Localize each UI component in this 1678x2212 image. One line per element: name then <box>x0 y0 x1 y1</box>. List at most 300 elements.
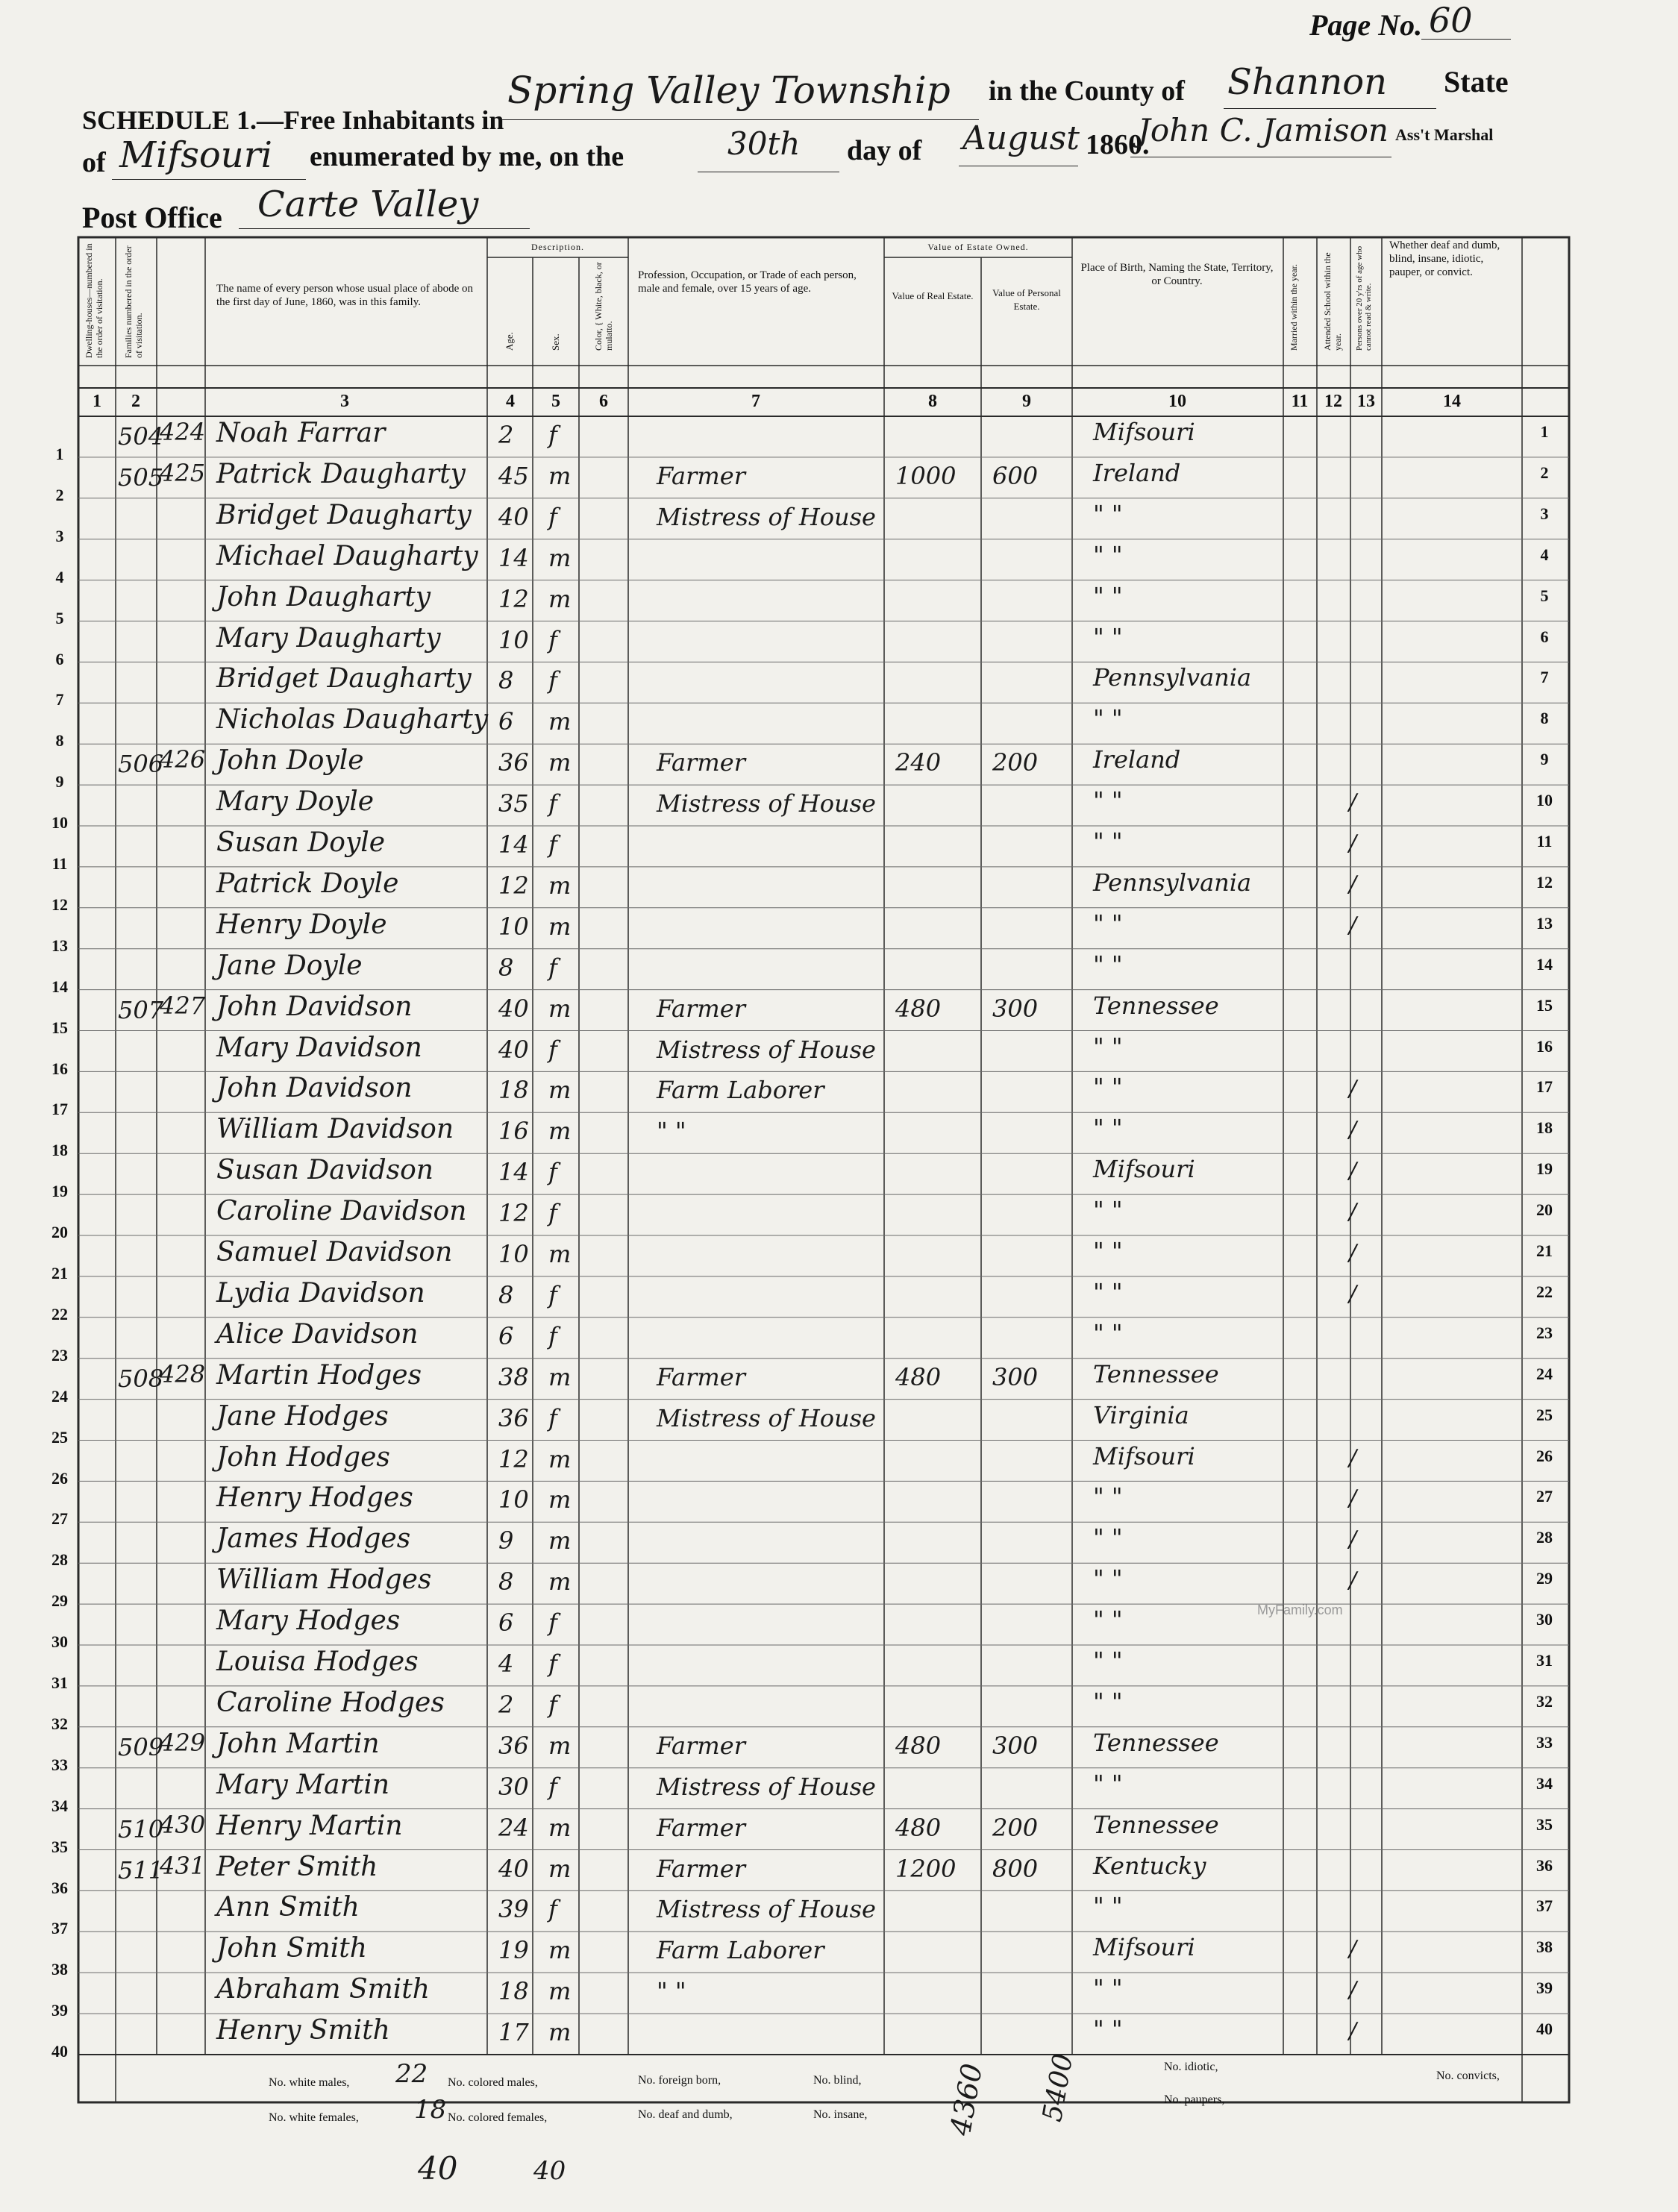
row-number-left: 16 <box>51 1059 68 1078</box>
sex: m <box>548 707 572 736</box>
row-number-right: 11 <box>1536 832 1553 850</box>
marshal-label: Ass't Marshal <box>1395 125 1494 144</box>
col-11-header: Married within the year. <box>1289 264 1299 351</box>
tally-a: 40 <box>418 2150 458 2187</box>
idiotic-label: No. idiotic, <box>1164 2061 1218 2073</box>
occupation: " " <box>657 1977 686 2006</box>
column-number: 1 <box>93 392 101 411</box>
row-number-left: 34 <box>51 1796 68 1815</box>
age: 30 <box>498 1772 529 1801</box>
row-number-right: 40 <box>1536 2020 1553 2039</box>
place-of-birth: Pennsylvania <box>1093 663 1252 692</box>
row-number-right: 36 <box>1536 1855 1553 1875</box>
age: 19 <box>498 1936 529 1965</box>
place-of-birth: Tennessee <box>1093 1810 1219 1839</box>
sex: f <box>548 1403 557 1432</box>
personal-estate-value: 800 <box>992 1854 1039 1883</box>
row-number-right: 5 <box>1540 586 1549 605</box>
row-number-left: 14 <box>51 977 68 996</box>
sex: f <box>548 1649 557 1678</box>
sex: m <box>548 1240 572 1268</box>
school-mark: / <box>1349 1240 1357 1266</box>
place-of-birth: Mifsouri <box>1093 1155 1195 1184</box>
place-of-birth: Tennessee <box>1093 1728 1219 1757</box>
person-name: Alice Davidson <box>216 1318 419 1350</box>
school-mark: / <box>1349 1526 1357 1553</box>
row-number-left: 5 <box>55 608 64 627</box>
personal-estate-value: 300 <box>992 1731 1039 1760</box>
row-number-right: 20 <box>1536 1200 1553 1220</box>
sex: f <box>548 953 557 982</box>
family-number: 425 <box>160 458 206 487</box>
age: 40 <box>498 502 529 531</box>
place-of-birth: Mifsouri <box>1093 418 1195 446</box>
row-number-right: 4 <box>1540 545 1549 564</box>
school-mark: / <box>1349 1567 1357 1594</box>
year: 1860. <box>1086 129 1150 160</box>
row-number-left: 36 <box>51 1878 68 1897</box>
white-males-label: No. white males, <box>269 2076 350 2089</box>
age: 12 <box>498 584 529 613</box>
sex: m <box>548 1977 572 2006</box>
col-7-header: Profession, Occupation, or Trade of each person, male and female, over 15 years of age. <box>638 269 857 295</box>
row-number-right: 6 <box>1540 627 1549 646</box>
place-of-birth: Tennessee <box>1093 991 1219 1020</box>
place-of-birth: " " <box>1093 1974 1123 2003</box>
township: Spring Valley Township <box>507 69 951 112</box>
age: 36 <box>498 1731 529 1760</box>
person-name: Louisa Hodges <box>216 1647 419 1677</box>
place-of-birth: " " <box>1093 1523 1123 1553</box>
column-number: 5 <box>551 392 560 411</box>
place-of-birth: Mifsouri <box>1093 1933 1195 1962</box>
dwelling-number: 511 <box>118 1855 164 1884</box>
person-name: Henry Smith <box>216 2015 390 2046</box>
sex: m <box>548 748 572 777</box>
occupation: Mistress of House <box>657 1035 876 1064</box>
place-of-birth: " " <box>1093 1647 1123 1675</box>
personal-estate-value: 200 <box>992 1813 1039 1842</box>
age: 35 <box>498 789 529 818</box>
family-number: 424 <box>160 418 206 446</box>
row-number-right: 23 <box>1536 1323 1553 1342</box>
person-name: John Smith <box>216 1933 367 1964</box>
sex: m <box>548 543 572 572</box>
age: 10 <box>498 1485 529 1514</box>
place-of-birth: " " <box>1093 581 1123 610</box>
person-name: Samuel Davidson <box>216 1237 453 1268</box>
age: 8 <box>498 1567 514 1597</box>
person-name: Nicholas Daugharty <box>216 704 489 736</box>
row-number-right: 39 <box>1536 1978 1553 1998</box>
row-number-right: 28 <box>1536 1528 1553 1547</box>
row-number-right: 18 <box>1536 1118 1553 1138</box>
sex: m <box>548 1362 572 1391</box>
row-number-right: 32 <box>1536 1691 1553 1711</box>
dwelling-number: 504 <box>118 422 164 451</box>
school-mark: / <box>1349 1444 1357 1471</box>
person-name: Mary Martin <box>216 1769 390 1800</box>
age: 14 <box>498 1158 529 1187</box>
sex: m <box>548 1854 572 1883</box>
place-of-birth: " " <box>1093 950 1123 979</box>
dwelling-number: 509 <box>118 1732 164 1761</box>
row-number-left: 8 <box>55 731 64 751</box>
col-3-header: The name of every person whose usual place of abode on the first day of June, 1860, was in this family. <box>216 283 474 308</box>
place-of-birth: " " <box>1093 1605 1123 1635</box>
sex: f <box>548 1035 557 1064</box>
age: 36 <box>498 1403 529 1432</box>
place-of-birth: " " <box>1093 1114 1123 1143</box>
row-number-left: 33 <box>51 1755 68 1774</box>
row-number-left: 28 <box>51 1550 68 1570</box>
row-number-right: 35 <box>1536 1814 1553 1834</box>
school-mark: / <box>1349 1199 1357 1226</box>
row-number-left: 39 <box>51 2001 68 2020</box>
column-number: 2 <box>131 392 140 411</box>
row-number-left: 9 <box>55 772 64 792</box>
age: 4 <box>498 1649 514 1678</box>
row-number-left: 24 <box>51 1386 68 1406</box>
total-real-estate: 4360 <box>944 2061 989 2138</box>
person-name: Caroline Davidson <box>216 1196 467 1227</box>
sex: f <box>548 830 557 859</box>
sex: m <box>548 1936 572 1965</box>
row-number-right: 30 <box>1536 1610 1553 1629</box>
school-mark: / <box>1349 789 1357 816</box>
occupation: Farmer <box>657 1731 745 1760</box>
paupers-label: No. paupers, <box>1164 2093 1225 2106</box>
col-2-header: Families numbered in the order of visitation. <box>123 245 144 358</box>
dwelling-number: 507 <box>118 995 164 1024</box>
place-of-birth: " " <box>1093 1892 1123 1921</box>
real-estate-value: 480 <box>895 1362 942 1391</box>
age: 6 <box>498 1608 514 1638</box>
row-number-right: 27 <box>1536 1487 1553 1506</box>
place-of-birth: " " <box>1093 786 1123 815</box>
school-mark: / <box>1349 912 1357 939</box>
schedule-title: SCHEDULE 1.—Free Inhabitants in <box>82 105 504 135</box>
place-of-birth: " " <box>1093 1769 1123 1798</box>
place-of-birth: " " <box>1093 1318 1123 1347</box>
row-number-right: 10 <box>1536 791 1553 810</box>
age: 40 <box>498 1854 529 1883</box>
month: August <box>962 119 1080 157</box>
deaf-dumb-label: No. deaf and dumb, <box>638 2108 733 2121</box>
family-number: 428 <box>160 1359 206 1388</box>
row-number-left: 22 <box>51 1304 68 1323</box>
col-6-header: Color, { White, black, or mulatto. <box>593 262 614 351</box>
occupation: Mistress of House <box>657 1772 876 1801</box>
place-of-birth: " " <box>1093 1564 1123 1594</box>
row-number-left: 4 <box>55 567 64 586</box>
dwelling-number: 508 <box>118 1364 164 1393</box>
watermark: MyFamily.com <box>1257 1602 1343 1617</box>
occupation: " " <box>657 1117 686 1146</box>
page-number-label: Page No. <box>1309 8 1423 42</box>
row-number-right: 38 <box>1536 1937 1553 1957</box>
sex: m <box>548 1731 572 1760</box>
sex: f <box>548 421 557 449</box>
person-name: Abraham Smith <box>216 1974 430 2005</box>
row-number-left: 13 <box>51 936 68 955</box>
person-name: Michael Daugharty <box>216 540 478 571</box>
dwelling-number: 505 <box>118 463 164 492</box>
place-of-birth: " " <box>1093 2015 1123 2044</box>
personal-estate-value: 200 <box>992 748 1039 777</box>
place-of-birth: " " <box>1093 909 1123 938</box>
age: 45 <box>498 461 529 490</box>
age: 36 <box>498 748 529 777</box>
sex: m <box>548 461 572 490</box>
row-number-right: 14 <box>1536 954 1553 974</box>
row-number-left: 2 <box>55 485 64 504</box>
white-females-label: No. white females, <box>269 2111 359 2124</box>
person-name: Martin Hodges <box>216 1359 422 1391</box>
school-mark: / <box>1349 1485 1357 1512</box>
occupation: Farm Laborer <box>657 1076 824 1105</box>
age: 12 <box>498 871 529 900</box>
person-name: John Doyle <box>216 745 364 777</box>
age: 39 <box>498 1895 529 1924</box>
sex: f <box>548 1280 557 1309</box>
person-name: Mary Doyle <box>216 786 375 818</box>
age: 8 <box>498 666 514 695</box>
col-14-header: Whether deaf and dumb, blind, insane, idiotic, pauper, or convict. <box>1389 239 1500 278</box>
sex: m <box>548 1813 572 1842</box>
personal-estate-value: 300 <box>992 1362 1039 1391</box>
age: 12 <box>498 1199 529 1228</box>
occupation: Farmer <box>657 994 745 1023</box>
person-name: William Davidson <box>216 1114 454 1145</box>
family-number: 430 <box>160 1810 206 1839</box>
tally-b: 40 <box>533 2156 566 2186</box>
person-name: William Hodges <box>216 1564 432 1596</box>
sex: f <box>548 1895 557 1924</box>
occupation: Farmer <box>657 748 745 777</box>
row-number-left: 7 <box>55 690 64 709</box>
place-of-birth: " " <box>1093 827 1123 856</box>
real-estate-value: 480 <box>895 1731 942 1760</box>
row-number-right: 31 <box>1536 1651 1553 1670</box>
age: 16 <box>498 1117 529 1146</box>
column-number: 7 <box>751 392 760 411</box>
occupation: Mistress of House <box>657 1895 876 1924</box>
sex: m <box>548 912 572 941</box>
age: 6 <box>498 707 514 736</box>
row-number-right: 17 <box>1536 1077 1553 1097</box>
column-number: 9 <box>1022 392 1031 411</box>
page-number: 60 <box>1429 0 1473 40</box>
row-number-left: 27 <box>51 1509 68 1529</box>
place-of-birth: Pennsylvania <box>1093 868 1252 897</box>
real-estate-value: 1200 <box>895 1854 957 1883</box>
row-number-left: 18 <box>51 1141 68 1160</box>
post-office-label: Post Office <box>82 201 222 234</box>
real-estate-value: 480 <box>895 1813 942 1842</box>
column-number: 13 <box>1357 392 1375 411</box>
person-name: Mary Hodges <box>216 1605 401 1637</box>
row-number-right: 8 <box>1540 709 1549 728</box>
place-of-birth: Kentucky <box>1093 1851 1206 1880</box>
sex: f <box>548 1199 557 1228</box>
blind-label: No. blind, <box>813 2074 862 2087</box>
column-number: 4 <box>506 392 515 411</box>
row-number-right: 29 <box>1536 1569 1553 1588</box>
row-number-right: 13 <box>1536 913 1553 933</box>
row-number-right: 21 <box>1536 1241 1553 1260</box>
col-4-header: Age. <box>504 332 515 351</box>
person-name: John Martin <box>216 1728 380 1759</box>
row-number-left: 30 <box>51 1632 68 1652</box>
day: 30th <box>727 125 801 162</box>
colored-females-label: No. colored females, <box>448 2111 548 2124</box>
sex: m <box>548 994 572 1023</box>
colored-males-label: No. colored males, <box>448 2076 538 2089</box>
sex: f <box>548 1321 557 1350</box>
person-name: John Davidson <box>216 1073 413 1104</box>
dwelling-number: 506 <box>118 750 164 779</box>
place-of-birth: " " <box>1093 540 1123 569</box>
real-estate-value: 1000 <box>895 461 957 490</box>
sex: f <box>548 666 557 695</box>
person-name: Patrick Daugharty <box>216 458 466 489</box>
place-of-birth: " " <box>1093 704 1123 733</box>
row-number-left: 25 <box>51 1427 68 1447</box>
family-number: 429 <box>160 1728 206 1757</box>
age: 8 <box>498 953 514 982</box>
row-number-left: 1 <box>55 445 64 463</box>
row-number-left: 15 <box>51 1018 68 1037</box>
sex: f <box>548 1690 557 1719</box>
occupation: Farm Laborer <box>657 1936 824 1965</box>
row-number-left: 10 <box>51 813 68 833</box>
col-5-header: Sex. <box>550 333 561 351</box>
occupation: Farmer <box>657 461 745 490</box>
row-number-right: 26 <box>1536 1446 1553 1465</box>
real-estate-value: 240 <box>895 748 942 777</box>
person-name: Caroline Hodges <box>216 1687 445 1718</box>
family-number: 431 <box>160 1851 206 1880</box>
row-number-left: 37 <box>51 1919 68 1938</box>
row-number-right: 12 <box>1536 872 1553 892</box>
row-number-right: 25 <box>1536 1405 1553 1424</box>
row-number-left: 35 <box>51 1837 68 1856</box>
person-name: Noah Farrar <box>216 418 386 448</box>
school-mark: / <box>1349 830 1357 856</box>
row-number-right: 22 <box>1536 1282 1553 1301</box>
state: Mifsouri <box>119 134 273 176</box>
sex: f <box>548 625 557 654</box>
school-mark: / <box>1349 1280 1357 1307</box>
row-number-left: 11 <box>51 854 68 873</box>
row-number-right: 7 <box>1540 668 1549 687</box>
col-1-header: Dwelling-houses—numbered in the order of visitation. <box>84 243 104 358</box>
person-name: Lydia Davidson <box>216 1277 425 1309</box>
age: 38 <box>498 1362 529 1391</box>
person-name: Henry Martin <box>216 1810 403 1841</box>
col-9-header: Value of Personal Estate. <box>992 287 1061 312</box>
occupation: Farmer <box>657 1362 745 1391</box>
white-females-value: 18 <box>414 2095 447 2125</box>
row-number-right: 19 <box>1536 1159 1553 1179</box>
school-mark: / <box>1349 1076 1357 1103</box>
person-name: Bridget Daugharty <box>216 499 472 530</box>
day-of-label: day of <box>847 135 922 166</box>
place-of-birth: Virginia <box>1093 1400 1189 1429</box>
column-number: 10 <box>1168 392 1186 411</box>
row-number-left: 23 <box>51 1345 68 1365</box>
insane-label: No. insane, <box>813 2108 868 2121</box>
school-mark: / <box>1349 1977 1357 2004</box>
row-number-left: 26 <box>51 1468 68 1488</box>
post-office: Carte Valley <box>257 184 479 225</box>
occupation: Mistress of House <box>657 1403 876 1432</box>
white-males-value: 22 <box>395 2059 428 2089</box>
row-number-left: 17 <box>51 1100 68 1119</box>
column-number: 14 <box>1443 392 1461 411</box>
place-of-birth: " " <box>1093 1196 1123 1225</box>
place-of-birth: Ireland <box>1093 458 1181 487</box>
row-number-right: 3 <box>1540 504 1549 523</box>
sex: f <box>548 1158 557 1187</box>
person-name: Peter Smith <box>216 1851 378 1882</box>
place-of-birth: Ireland <box>1093 745 1181 774</box>
sex: m <box>548 1117 572 1146</box>
place-of-birth: Tennessee <box>1093 1359 1219 1388</box>
col-10-header: Place of Birth, Naming the State, Territory, or Country. <box>1080 262 1274 287</box>
person-name: Henry Hodges <box>216 1482 413 1514</box>
family-number: 427 <box>160 991 206 1020</box>
personal-estate-value: 300 <box>992 994 1039 1023</box>
place-of-birth: " " <box>1093 1277 1123 1306</box>
occupation: Mistress of House <box>657 502 876 531</box>
person-name: Jane Doyle <box>216 950 363 981</box>
place-of-birth: Mifsouri <box>1093 1441 1195 1470</box>
row-number-left: 20 <box>51 1223 68 1242</box>
age: 2 <box>498 421 514 449</box>
family-number: 426 <box>160 745 206 774</box>
age: 18 <box>498 1977 529 2006</box>
sex: m <box>548 2018 572 2047</box>
age: 2 <box>498 1690 514 1719</box>
column-number: 6 <box>599 392 608 411</box>
column-number: 12 <box>1324 392 1342 411</box>
age: 6 <box>498 1321 514 1350</box>
convicts-label: No. convicts, <box>1436 2070 1500 2082</box>
age: 17 <box>498 2018 529 2047</box>
county-label: in the County of <box>989 75 1185 107</box>
age: 14 <box>498 830 529 859</box>
county: Shannon <box>1227 61 1388 103</box>
school-mark: / <box>1349 871 1357 897</box>
row-number-left: 12 <box>51 894 68 914</box>
person-name: Susan Doyle <box>216 827 386 858</box>
col-12-header: Attended School within the year. <box>1322 252 1343 351</box>
age: 10 <box>498 1240 529 1268</box>
sex: f <box>548 789 557 818</box>
estate-header: Value of Estate Owned. <box>927 242 1029 252</box>
row-number-right: 34 <box>1536 1773 1553 1793</box>
occupation: Farmer <box>657 1854 745 1883</box>
place-of-birth: " " <box>1093 1687 1123 1716</box>
row-number-left: 40 <box>51 2042 68 2061</box>
person-name: Ann Smith <box>216 1892 360 1923</box>
age: 40 <box>498 994 529 1023</box>
column-number: 11 <box>1291 392 1309 411</box>
sex: m <box>548 1485 572 1514</box>
school-mark: / <box>1349 1117 1357 1144</box>
